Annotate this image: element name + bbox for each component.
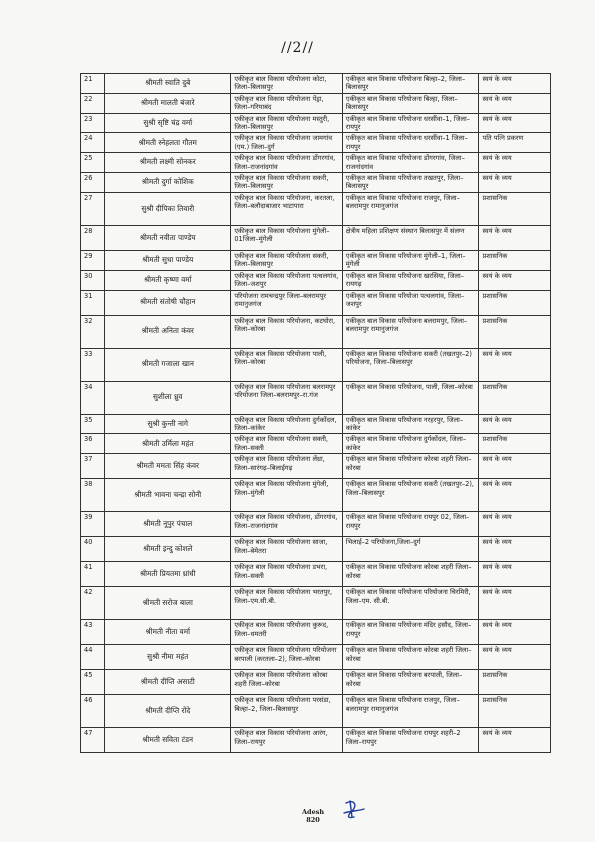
new-posting: एकीकृत बाल विकास परियोजना धरसींवा–1, जिला–रायपुर xyxy=(342,113,479,133)
transfer-reason: स्वयं के व्यय xyxy=(479,479,551,512)
current-posting: एकीकृत बाल विकास परियोजना आरंग, जिला–रायपुर xyxy=(231,728,342,753)
transfer-reason: स्वयं के व्यय xyxy=(479,225,551,250)
employee-name: श्रीमती स्नेहलता गौतम xyxy=(105,133,231,153)
transfer-list-table xyxy=(80,73,551,753)
serial-number: 25 xyxy=(81,153,105,173)
transfer-reason: स्वयं के व्यय xyxy=(479,587,551,620)
employee-name: श्रीमती मालती बंजारे xyxy=(105,93,231,113)
employee-name: सुश्री दीपिका तिवारी xyxy=(105,192,231,225)
transfer-reason: प्रशासनिक xyxy=(479,315,551,348)
employee-name: श्रीमती कृष्णा वर्मा xyxy=(105,270,231,290)
serial-number: 31 xyxy=(81,290,105,315)
employee-name: श्रीमती ममता सिंह कंवर xyxy=(105,454,231,479)
current-posting: एकीकृत बाल विकास परियोजना मुंगेली, जिला–मुंगेली xyxy=(231,479,342,512)
transfer-reason: प्रशासनिक xyxy=(479,670,551,695)
serial-number: 30 xyxy=(81,270,105,290)
new-posting: एकीकृत बाल विकास परियोजना सकरी (तखतपुर–2) परियोजना, जिला–बिलासपुर xyxy=(342,348,479,381)
table-row xyxy=(81,587,551,620)
employee-name: श्रीमती उर्मिला महंत xyxy=(105,434,231,454)
current-posting: एकीकृत बाल विकास परियोजना लेंध्रा, जिला–सारंगढ़–बिलाईगढ़ xyxy=(231,454,342,479)
serial-number: 32 xyxy=(81,315,105,348)
new-posting: एकीकृत बाल विकास परियोजना रायपुर 02, जिला–रायपुर xyxy=(342,512,479,537)
new-posting: एकीकृत बाल विकास परियोजना खरसिया, जिला–रायगढ़ xyxy=(342,270,479,290)
new-posting: एकीकृत बाल विकास परियोजना तखतपुर, जिला–बिलासपुर xyxy=(342,173,479,193)
new-posting: एकीकृत बाल विकास परियोजना बरपाली, जिला–कोरबा xyxy=(342,670,479,695)
transfer-reason: स्वयं के व्यय xyxy=(479,728,551,753)
transfer-reason: प्रशासनिक xyxy=(479,290,551,315)
employee-name: श्रीमती नूपुर पंचाल xyxy=(105,512,231,537)
table-row xyxy=(81,290,551,315)
employee-name: श्रीमती स्वाति दुबे xyxy=(105,74,231,94)
current-posting: एकीकृत बाल विकास परियोजना दुर्गकोंदल, जिला–कांकेर xyxy=(231,414,342,434)
employee-name: श्रीमती लक्ष्मी सोनकर xyxy=(105,153,231,173)
order-footer xyxy=(302,808,324,824)
serial-number: 23 xyxy=(81,113,105,133)
transfer-reason: प्रशासनिक xyxy=(479,434,551,454)
new-posting: एकीकृत बाल विकास परियोजना कोरबा शहरी जिला–कोरबा xyxy=(342,454,479,479)
new-posting: एकीकृत बाल विकास परियोजना परियोजना चिरमिरी, जिला–एम. सी.बी. xyxy=(342,587,479,620)
current-posting: एकीकृत बाल विकास परियोजना कुरूद, जिला–धमतरी xyxy=(231,620,342,645)
serial-number: 45 xyxy=(81,670,105,695)
serial-number: 38 xyxy=(81,479,105,512)
current-posting: एकीकृत बाल विकास परियोजना बलरामपुर परियोजना जिला–बलरामपुर–रा.गंज xyxy=(231,381,342,414)
current-posting: एकीकृत बाल विकास परियोजना साजा, जिला–बेमेतरा xyxy=(231,537,342,562)
new-posting: एकीकृत बाल विकास परियोजना बिल्हा, जिला–बिलासपुर xyxy=(342,93,479,113)
new-posting: एकीकृत बाल विकास परियोजना दुर्गकोंदल, जिला–कांकेर xyxy=(342,434,479,454)
new-posting: क्षेत्रीय महिला प्रशिक्षण संस्थान बिलासपुर में संलग्न xyxy=(342,225,479,250)
transfer-reason: स्वयं के व्यय xyxy=(479,113,551,133)
serial-number: 21 xyxy=(81,74,105,94)
transfer-reason: स्वयं के व्यय xyxy=(479,348,551,381)
serial-number: 27 xyxy=(81,192,105,225)
current-posting: एकीकृत बाल विकास परियोजना जामगांव (एम.) जिला–दुर्ग xyxy=(231,133,342,153)
serial-number: 39 xyxy=(81,512,105,537)
current-posting: एकीकृत बाल विकास परियोजना सकरी, जिला–बिलासपुर xyxy=(231,250,342,270)
table-row xyxy=(81,113,551,133)
current-posting: एकीकृत बाल विकास परियोजना सक्ती, जिला–सक्ती xyxy=(231,434,342,454)
new-posting: एकीकृत बाल विकास परियोजना नरहरपुर, जिला–कांकेर xyxy=(342,414,479,434)
current-posting: एकीकृत बाल विकास परियोजना, कटघोरा, जिला–कोरबा xyxy=(231,315,342,348)
new-posting: एकीकृत बाल विकास परियोजना मुंगेली–1, जिला–मुंगेली xyxy=(342,250,479,270)
order-label: Adesh xyxy=(302,808,325,816)
serial-number: 40 xyxy=(81,537,105,562)
serial-number: 47 xyxy=(81,728,105,753)
table-row xyxy=(81,93,551,113)
current-posting: एकीकृत बाल विकास परियोजना पत्थलगांव, जिला–जशपुर xyxy=(231,270,342,290)
employee-name: श्रीमती सुधा पाण्डेय xyxy=(105,250,231,270)
transfer-reason: स्वयं के व्यय xyxy=(479,645,551,670)
current-posting: एकीकृत बाल विकास परियोजना भरतपुर, जिला–एम.सी.बी. xyxy=(231,587,342,620)
transfer-reason: प्रशासनिक xyxy=(479,381,551,414)
transfer-reason: स्वयं के व्यय xyxy=(479,270,551,290)
new-posting: एकीकृत बाल विकास परियोजना बलरामपुर, जिला–बलरामपुर रामानुजगंज xyxy=(342,315,479,348)
transfer-reason: स्वयं के व्यय xyxy=(479,537,551,562)
table-row xyxy=(81,645,551,670)
new-posting: एकीकृत बाल विकास परियोजना कोरबा शहरी जिला–कोरबा xyxy=(342,645,479,670)
serial-number: 28 xyxy=(81,225,105,250)
employee-name: श्रीमती इन्दु कोशले xyxy=(105,537,231,562)
serial-number: 44 xyxy=(81,645,105,670)
employee-name: श्रीमती सरोज बाला xyxy=(105,587,231,620)
serial-number: 46 xyxy=(81,695,105,728)
transfer-reason: स्वयं के व्यय xyxy=(479,93,551,113)
employee-name: श्रीमती दीप्ति असाटी xyxy=(105,670,231,695)
serial-number: 24 xyxy=(81,133,105,153)
table-row xyxy=(81,133,551,153)
new-posting: एकीकृत बाल विकास परियोजना बिल्हा–2, जिला–बिलासपुर xyxy=(342,74,479,94)
serial-number: 26 xyxy=(81,173,105,193)
employee-name: सुश्री नीमा महंत xyxy=(105,645,231,670)
current-posting: एकीकृत बाल विकास परियोजना, डोंगरगांव, जिला–राजनांदगांव xyxy=(231,512,342,537)
table-row xyxy=(81,512,551,537)
table-row xyxy=(81,315,551,348)
employee-name: श्रीमती संतोषी चौहान xyxy=(105,290,231,315)
table-row xyxy=(81,454,551,479)
current-posting: एकीकृत बाल विकास परियोजना डभरा, जिला–सक्ती xyxy=(231,562,342,587)
table-row xyxy=(81,192,551,225)
transfer-reason: प्रशासनिक xyxy=(479,192,551,225)
transfer-reason: पति पत्नि प्रकरण xyxy=(479,133,551,153)
table-row xyxy=(81,348,551,381)
table-row xyxy=(81,270,551,290)
current-posting: परियोजना रामचन्द्रपुर जिला–बलरामपुर रामानुजगंज xyxy=(231,290,342,315)
new-posting: एकीकृत बाल विकास परियोजना डोंगरगांव, जिला–राजनांदगांव xyxy=(342,153,479,173)
new-posting: एकीकृत बाल विकास परियोजना धरसींवा–1 जिला–रायपुर xyxy=(342,133,479,153)
current-posting: एकीकृत बाल विकास परियोजना डोंगरगांव, जिला–राजनांदगांव xyxy=(231,153,342,173)
serial-number: 43 xyxy=(81,620,105,645)
employee-name: सुशीला ध्रुव xyxy=(105,381,231,414)
table-row xyxy=(81,74,551,94)
transfer-reason: स्वयं के व्यय xyxy=(479,512,551,537)
employee-name: श्रीमती नीता वर्मा xyxy=(105,620,231,645)
table-row xyxy=(81,434,551,454)
serial-number: 41 xyxy=(81,562,105,587)
transfer-reason: स्वयं के व्यय xyxy=(479,454,551,479)
transfer-reason: स्वयं के व्यय xyxy=(479,620,551,645)
employee-name: श्रीमती दीप्ति रोंदे xyxy=(105,695,231,728)
employee-name: श्रीमती गजाला खान xyxy=(105,348,231,381)
serial-number: 37 xyxy=(81,454,105,479)
table-row xyxy=(81,250,551,270)
serial-number: 34 xyxy=(81,381,105,414)
page-number: //2// xyxy=(281,40,314,56)
employee-name: श्रीमती नवीता पाण्डेय xyxy=(105,225,231,250)
new-posting: एकीकृत बाल विकास परियोजना राजपुर, जिला–बलरामपुर रामानुजगंज xyxy=(342,695,479,728)
current-posting: एकीकृत बाल विकास परियोजना परसंडा, बिल्हा–2, जिला–बिलासपुर xyxy=(231,695,342,728)
serial-number: 29 xyxy=(81,250,105,270)
serial-number: 42 xyxy=(81,587,105,620)
current-posting: एकीकृत बाल विकास परियोजना कोटा, जिला–बिलासपुर xyxy=(231,74,342,94)
transfer-reason: प्रशासनिक xyxy=(479,250,551,270)
transfer-reason: स्वयं के व्यय xyxy=(479,414,551,434)
transfer-reason: स्वयं के व्यय xyxy=(479,562,551,587)
employee-name: सुश्री सृष्टि चंद्र वर्मा xyxy=(105,113,231,133)
employee-name: सुश्री कुन्ती नागे xyxy=(105,414,231,434)
employee-name: श्रीमती प्रियतमा ध्रांधी xyxy=(105,562,231,587)
signature-mark xyxy=(340,797,366,823)
serial-number: 36 xyxy=(81,434,105,454)
table-row xyxy=(81,620,551,645)
new-posting: एकीकृत बाल विकास परियोजना मंदिर हसौद, जिला–रायपुर xyxy=(342,620,479,645)
transfer-reason: स्वयं के व्यय xyxy=(479,173,551,193)
new-posting: भिलाई–2 परियोजना,जिला–दुर्ग xyxy=(342,537,479,562)
new-posting: एकीकृत बाल विकास परियोजना कोरबा शहरी जिला–कोरबा xyxy=(342,562,479,587)
order-number: 820 xyxy=(306,816,320,824)
table-row xyxy=(81,537,551,562)
current-posting: एकीकृत बाल विकास परियोजना कोरबा शहरी जिला–कोरबा xyxy=(231,670,342,695)
table-row xyxy=(81,695,551,728)
table-row xyxy=(81,728,551,753)
employee-name: श्रीमती भावना चन्द्रा सोनी xyxy=(105,479,231,512)
transfer-reason: स्वयं के व्यय xyxy=(479,74,551,94)
serial-number: 35 xyxy=(81,414,105,434)
new-posting: एकीकृत बाल विकास परियोजा पत्थलगांव, जिला–जशपुर xyxy=(342,290,479,315)
current-posting: एकीकृत बाल विकास परियोजना, करतला, जिला–बलौदाबाजार भाटापारा xyxy=(231,192,342,225)
current-posting: एकीकृत बाल विकास परियोजना परियोजना बरपाली (करतला–2), जिला–कोरबा xyxy=(231,645,342,670)
table-row xyxy=(81,670,551,695)
transfer-reason: स्वयं के व्यय xyxy=(479,153,551,173)
serial-number: 33 xyxy=(81,348,105,381)
table-row xyxy=(81,225,551,250)
current-posting: एकीकृत बाल विकास परियोजना पाली, जिला–कोरबा xyxy=(231,348,342,381)
table-row xyxy=(81,414,551,434)
new-posting: एकीकृत बाल विकास परियोजना रायपुर शहरी–2 जिला–रायपुर xyxy=(342,728,479,753)
new-posting: एकीकृत बाल विकास परियोजना सकरी (तखतपुर–2), जिला–बिलासपुर xyxy=(342,479,479,512)
current-posting: एकीकृत बाल विकास परियोजना मुंगेली–01जिला–मुंगेली xyxy=(231,225,342,250)
serial-number: 22 xyxy=(81,93,105,113)
table-row xyxy=(81,381,551,414)
current-posting: एकीकृत बाल विकास परियोजना सकरी, जिला–बिलासपुर xyxy=(231,173,342,193)
table-row xyxy=(81,562,551,587)
table-row xyxy=(81,153,551,173)
current-posting: एकीकृत बाल विकास परियोजना मस्तुरी, जिला–बिलासपुर xyxy=(231,113,342,133)
employee-name: श्रीमती सविता टंडन xyxy=(105,728,231,753)
current-posting: एकीकृत बाल विकास परियोजना पेंड्रा, जिला–गरियाबंद xyxy=(231,93,342,113)
table-row xyxy=(81,173,551,193)
employee-name: श्रीमती अनिता कंवर xyxy=(105,315,231,348)
transfer-reason: प्रशासनिक xyxy=(479,695,551,728)
new-posting: एकीकृत बाल विकास परियोजना, पाली, जिला–कोरबा xyxy=(342,381,479,414)
new-posting: एकीकृत बाल विकास परियोजना राजपुर, जिला–बलरामपुर रामानुजगंज xyxy=(342,192,479,225)
employee-name: श्रीमती दुर्गा कोशिक xyxy=(105,173,231,193)
table-row xyxy=(81,479,551,512)
